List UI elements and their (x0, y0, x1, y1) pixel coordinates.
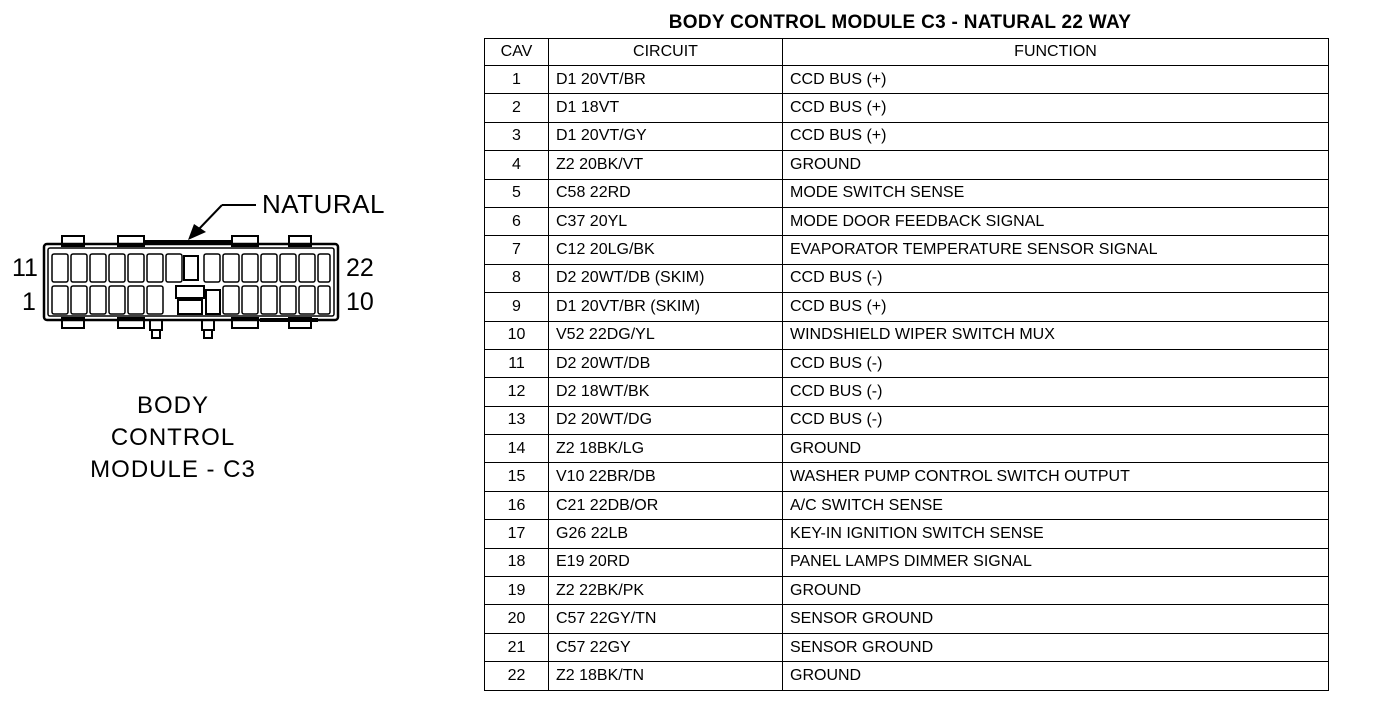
header-circuit: CIRCUIT (549, 39, 783, 66)
table-row (485, 94, 1329, 122)
function-cell: CCD BUS (-) (783, 349, 1329, 377)
function-cell: PANEL LAMPS DIMMER SIGNAL (783, 548, 1329, 576)
cav-cell: 14 (485, 435, 549, 463)
cav-cell: 21 (485, 633, 549, 661)
circuit-cell: D1 20VT/GY (549, 122, 783, 150)
table-row (485, 293, 1329, 321)
color-label-leader-arrow (188, 205, 256, 240)
cav-cell: 7 (485, 236, 549, 264)
circuit-cell: D1 20VT/BR (549, 66, 783, 94)
function-cell: CCD BUS (-) (783, 264, 1329, 292)
function-cell: SENSOR GROUND (783, 633, 1329, 661)
top-cavity-row (52, 254, 330, 282)
table-row (485, 435, 1329, 463)
table-row (485, 236, 1329, 264)
table-row (485, 491, 1329, 519)
cav-cell: 18 (485, 548, 549, 576)
cav-cell: 3 (485, 122, 549, 150)
cav-cell: 15 (485, 463, 549, 491)
connector-diagram (0, 180, 470, 500)
circuit-cell: C58 22RD (549, 179, 783, 207)
function-cell: A/C SWITCH SENSE (783, 491, 1329, 519)
pin-label-bottom-left: 1 (22, 288, 36, 316)
pin-label-top-right: 22 (346, 254, 374, 282)
function-cell: CCD BUS (+) (783, 66, 1329, 94)
table-row (485, 633, 1329, 661)
circuit-cell: D2 20WT/DG (549, 406, 783, 434)
table-row (485, 605, 1329, 633)
table-row (485, 520, 1329, 548)
cav-cell: 9 (485, 293, 549, 321)
circuit-cell: C21 22DB/OR (549, 491, 783, 519)
function-cell: CCD BUS (+) (783, 122, 1329, 150)
caption-line: BODY (136, 392, 209, 419)
circuit-cell: G26 22LB (549, 520, 783, 548)
circuit-cell: Z2 22BK/PK (549, 577, 783, 605)
connector-color-label: NATURAL (262, 189, 385, 219)
function-cell: GROUND (783, 151, 1329, 179)
circuit-cell: V10 22BR/DB (549, 463, 783, 491)
table-row (485, 548, 1329, 576)
circuit-cell: C57 22GY (549, 633, 783, 661)
function-cell: GROUND (783, 435, 1329, 463)
table-row (485, 463, 1329, 491)
cav-cell: 2 (485, 94, 549, 122)
table-row (485, 122, 1329, 150)
caption-line: CONTROL (110, 424, 236, 451)
connector-face-drawing (0, 180, 470, 380)
header-cav: CAV (485, 39, 549, 66)
circuit-cell: C57 22GY/TN (549, 605, 783, 633)
function-cell: WASHER PUMP CONTROL SWITCH OUTPUT (783, 463, 1329, 491)
function-cell: CCD BUS (-) (783, 406, 1329, 434)
cav-cell: 5 (485, 179, 549, 207)
circuit-cell: V52 22DG/YL (549, 321, 783, 349)
cav-cell: 4 (485, 151, 549, 179)
function-cell: WINDSHIELD WIPER SWITCH MUX (783, 321, 1329, 349)
circuit-cell: Z2 20BK/VT (549, 151, 783, 179)
table-header-row (485, 39, 1329, 66)
function-cell: GROUND (783, 577, 1329, 605)
table-row (485, 321, 1329, 349)
cav-cell: 11 (485, 349, 549, 377)
table-row (485, 577, 1329, 605)
cav-cell: 6 (485, 207, 549, 235)
cav-cell: 1 (485, 66, 549, 94)
connector-caption (60, 390, 286, 486)
function-cell: SENSOR GROUND (783, 605, 1329, 633)
cav-cell: 13 (485, 406, 549, 434)
cav-cell: 16 (485, 491, 549, 519)
caption-line: MODULE - C3 (90, 456, 256, 483)
circuit-cell: D1 18VT (549, 94, 783, 122)
table-row (485, 151, 1329, 179)
function-cell: MODE DOOR FEEDBACK SIGNAL (783, 207, 1329, 235)
circuit-cell: Z2 18BK/LG (549, 435, 783, 463)
table-row (485, 66, 1329, 94)
header-function: FUNCTION (783, 39, 1329, 66)
table-row (485, 378, 1329, 406)
table-body (485, 66, 1329, 691)
circuit-cell: D2 18WT/BK (549, 378, 783, 406)
circuit-cell: D2 20WT/DB (SKIM) (549, 264, 783, 292)
table-row (485, 264, 1329, 292)
function-cell: GROUND (783, 662, 1329, 690)
cav-cell: 20 (485, 605, 549, 633)
table-row (485, 207, 1329, 235)
cav-cell: 10 (485, 321, 549, 349)
function-cell: CCD BUS (+) (783, 94, 1329, 122)
table-row (485, 349, 1329, 377)
pin-label-top-left: 11 (12, 254, 38, 282)
circuit-cell: D1 20VT/BR (SKIM) (549, 293, 783, 321)
cav-cell: 22 (485, 662, 549, 690)
table-title: BODY CONTROL MODULE C3 - NATURAL 22 WAY (668, 12, 1132, 33)
cav-cell: 12 (485, 378, 549, 406)
pinout-table (484, 38, 1329, 691)
cav-cell: 19 (485, 577, 549, 605)
circuit-cell: D2 20WT/DB (549, 349, 783, 377)
circuit-cell: C37 20YL (549, 207, 783, 235)
table-row (485, 406, 1329, 434)
function-cell: CCD BUS (+) (783, 293, 1329, 321)
circuit-cell: Z2 18BK/TN (549, 662, 783, 690)
function-cell: MODE SWITCH SENSE (783, 179, 1329, 207)
circuit-cell: E19 20RD (549, 548, 783, 576)
table-row (485, 179, 1329, 207)
cav-cell: 8 (485, 264, 549, 292)
pin-label-bottom-right: 10 (346, 288, 374, 316)
table-row (485, 662, 1329, 690)
cav-cell: 17 (485, 520, 549, 548)
function-cell: KEY-IN IGNITION SWITCH SENSE (783, 520, 1329, 548)
function-cell: CCD BUS (-) (783, 378, 1329, 406)
circuit-cell: C12 20LG/BK (549, 236, 783, 264)
function-cell: EVAPORATOR TEMPERATURE SENSOR SIGNAL (783, 236, 1329, 264)
